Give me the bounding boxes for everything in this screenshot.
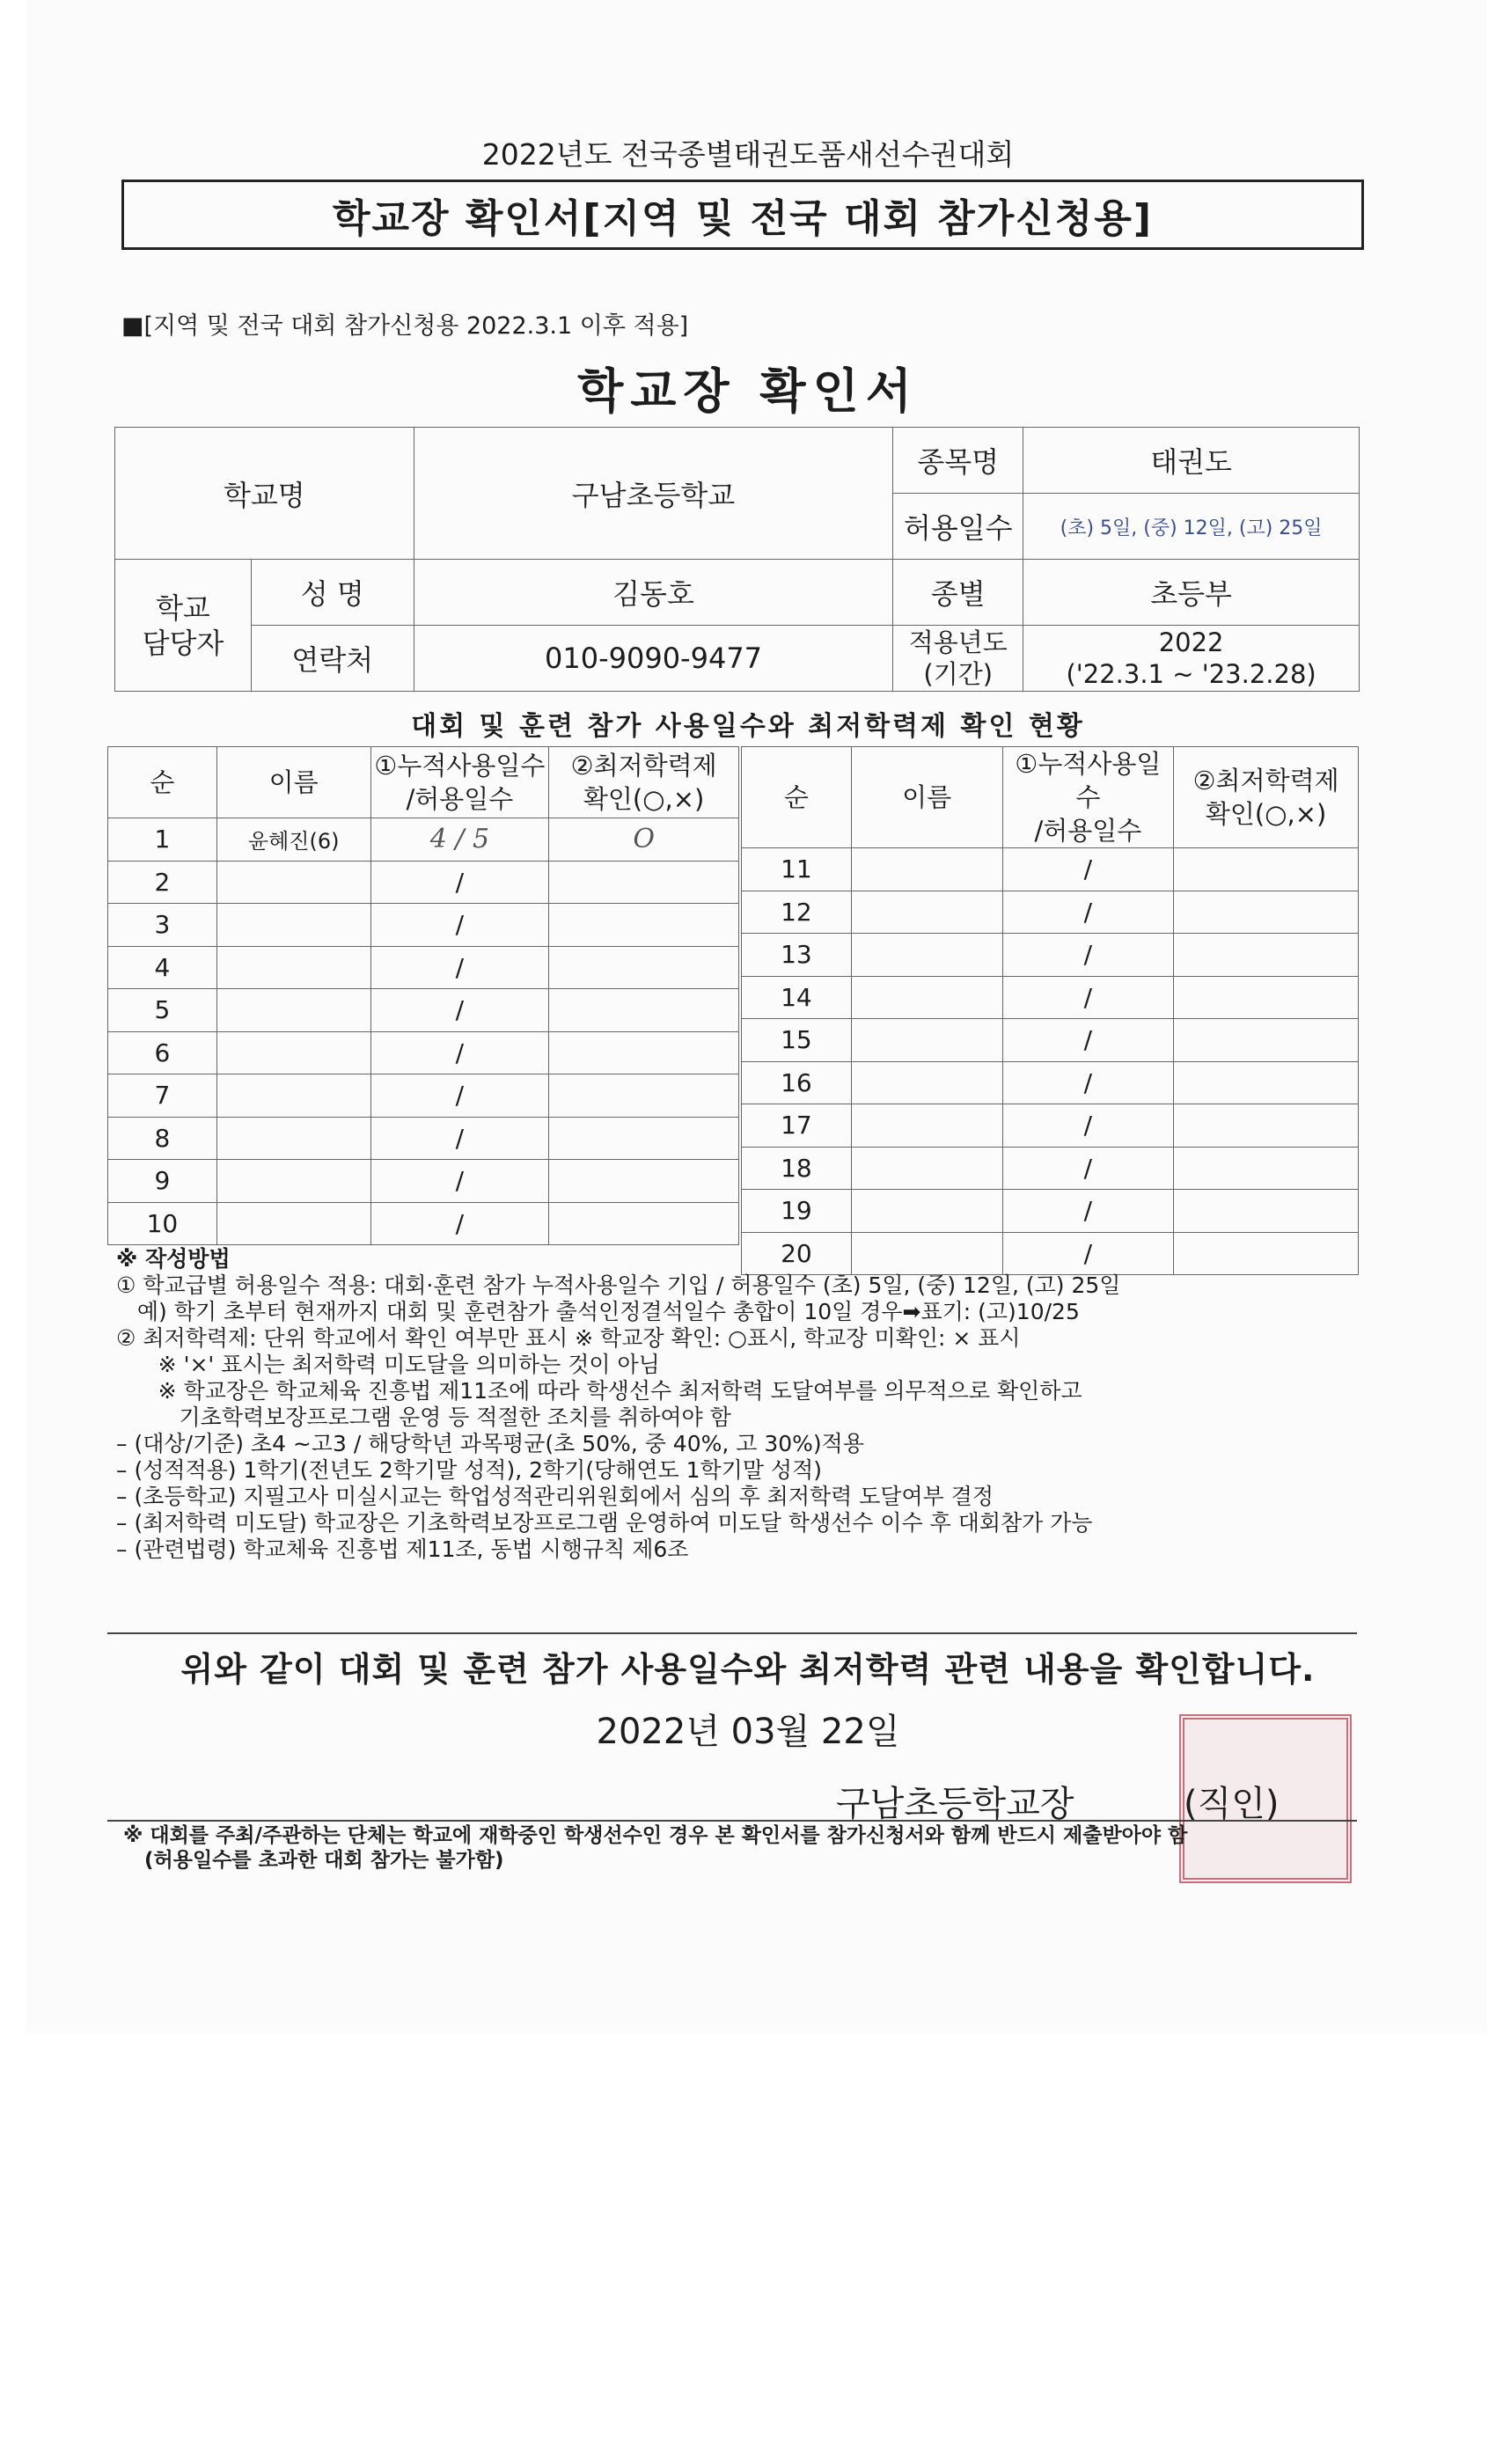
- student-no-cell: 11: [742, 848, 852, 891]
- student-no-cell: 17: [742, 1104, 852, 1148]
- student-no-cell: 18: [742, 1147, 852, 1190]
- student-min-cell: [549, 1202, 739, 1245]
- student-min-cell: [549, 946, 739, 989]
- student-no-cell: 5: [108, 989, 217, 1032]
- student-days-cell: /: [1002, 1232, 1174, 1275]
- student-row: [108, 989, 739, 1032]
- student-no-cell: 12: [742, 891, 852, 934]
- student-row: [108, 861, 739, 904]
- manager-name-value: 김동호: [414, 560, 893, 626]
- student-min-cell: [1174, 1190, 1359, 1233]
- student-min-cell: O: [549, 818, 739, 862]
- header-name: 이름: [216, 747, 370, 818]
- student-row: [108, 1160, 739, 1203]
- student-days-cell: /: [370, 1031, 549, 1074]
- student-min-cell: [1174, 1147, 1359, 1190]
- student-min-cell: [549, 1160, 739, 1203]
- school-name-value: 구남초등학교: [414, 428, 893, 560]
- allowed-days-value: (초) 5일, (중) 12일, (고) 25일: [1023, 494, 1360, 560]
- student-row: [108, 1117, 739, 1160]
- student-no-cell: 19: [742, 1190, 852, 1233]
- manager-name-label: 성 명: [251, 560, 414, 626]
- student-no-cell: 4: [108, 946, 217, 989]
- student-name-cell: [216, 1202, 370, 1245]
- student-row: [742, 848, 1359, 891]
- student-days-cell: /: [370, 1160, 549, 1203]
- student-no-cell: 14: [742, 976, 852, 1019]
- seal-mark: (직인): [1184, 1784, 1280, 1824]
- student-min-cell: [549, 904, 739, 947]
- student-no-cell: 9: [108, 1160, 217, 1203]
- student-no-cell: 2: [108, 861, 217, 904]
- student-min-cell: [1174, 848, 1359, 891]
- student-name-cell: [851, 1019, 1002, 1062]
- instruction-line: – (최저학력 미도달) 학교장은 기초학력보장프로그램 운영하여 미도달 학생선수 이수 후 대회참가 가능: [116, 1510, 1093, 1536]
- instruction-line: 예) 학기 초부터 현재까지 대회 및 훈련참가 출석인정결석일수 총합이 10일 경우➡표기: (고)10/25: [116, 1299, 1080, 1324]
- student-row: [742, 1061, 1359, 1104]
- student-row: [742, 891, 1359, 934]
- student-row: [742, 1104, 1359, 1148]
- student-row: [742, 976, 1359, 1019]
- student-no-cell: 8: [108, 1117, 217, 1160]
- student-name-cell: [216, 1031, 370, 1074]
- student-days-cell: /: [370, 1117, 549, 1160]
- student-row: [108, 818, 739, 862]
- student-name-cell: [216, 946, 370, 989]
- application-note: ■[지역 및 전국 대회 참가신청용 2022.3.1 이후 적용]: [121, 312, 689, 340]
- student-min-cell: [549, 989, 739, 1032]
- student-days-cell: /: [370, 1074, 549, 1118]
- instruction-line: ※ '×' 표시는 최저학력 미도달을 의미하는 것이 아님: [116, 1352, 660, 1377]
- student-name-cell: [851, 1190, 1002, 1233]
- student-no-cell: 20: [742, 1232, 852, 1275]
- header-min: ②최저학력제 확인(○,×): [549, 747, 739, 818]
- student-row: [108, 1074, 739, 1118]
- student-days-cell: /: [1002, 1190, 1174, 1233]
- instruction-line: ※ 작성방법: [116, 1246, 231, 1272]
- student-min-cell: [549, 1117, 739, 1160]
- contact-value: 010-9090-9477: [414, 626, 893, 692]
- student-row: [742, 1190, 1359, 1233]
- student-row: [742, 1147, 1359, 1190]
- student-min-cell: [1174, 1061, 1359, 1104]
- student-days-cell: /: [370, 904, 549, 947]
- student-days-cell: /: [1002, 1019, 1174, 1062]
- student-name-cell: [216, 904, 370, 947]
- student-no-cell: 15: [742, 1019, 852, 1062]
- principal-name: 구남초등학교장: [836, 1784, 1074, 1824]
- school-manager-label: 학교 담당자: [115, 560, 252, 692]
- footer-note: [123, 1823, 1355, 1873]
- header-min: ②최저학력제 확인(○,×): [1174, 747, 1359, 848]
- school-info-table: [114, 427, 1360, 692]
- event-title: 2022년도 전국종별태권도품새선수권대회: [481, 137, 1015, 172]
- student-days-cell: /: [1002, 848, 1174, 891]
- student-no-cell: 13: [742, 934, 852, 977]
- student-name-cell: [216, 989, 370, 1032]
- usage-status-title: 대회 및 훈련 참가 사용일수와 최저학력제 확인 현황: [411, 711, 1085, 742]
- instruction-line: – (초등학교) 지필고사 미실시교는 학업성적관리위원회에서 심의 후 최저학력 도달여부 결정: [116, 1484, 994, 1509]
- header-days: ①누적사용일수 /허용일수: [370, 747, 549, 818]
- student-name-cell: [216, 1074, 370, 1118]
- student-name-cell: [851, 1147, 1002, 1190]
- student-days-cell: /: [1002, 1147, 1174, 1190]
- student-days-cell: /: [1002, 1061, 1174, 1104]
- student-name-cell: [851, 934, 1002, 977]
- student-list-left: [107, 746, 739, 1245]
- divider: [107, 1632, 1357, 1634]
- instruction-line: ※ 학교장은 학교체육 진흥법 제11조에 따라 학생선수 최저학력 도달여부를 의무적으로 확인하고: [116, 1378, 1082, 1404]
- student-no-cell: 7: [108, 1074, 217, 1118]
- student-no-cell: 16: [742, 1061, 852, 1104]
- instruction-line: – (대상/기준) 초4 ~고3 / 해당학년 과목평균(초 50%, 중 40%, 고 30%)적용: [116, 1431, 864, 1456]
- student-days-cell: /: [1002, 976, 1174, 1019]
- student-days-cell: /: [370, 989, 549, 1032]
- student-name-cell: [851, 976, 1002, 1019]
- student-no-cell: 3: [108, 904, 217, 947]
- student-days-cell: 4 / 5: [370, 818, 549, 862]
- student-list-right: [741, 746, 1359, 1275]
- footer-line: (허용일수를 초과한 대회 참가는 불가함): [123, 1849, 504, 1872]
- instruction-line: 기초학력보장프로그램 운영 등 적절한 조치를 취하여야 함: [116, 1404, 731, 1430]
- student-days-cell: /: [370, 946, 549, 989]
- student-min-cell: [1174, 934, 1359, 977]
- instruction-line: ① 학교급별 허용일수 적용: 대회·훈련 참가 누적사용일수 기입 / 허용일수 (초) 5일, (중) 12일, (고) 25일: [116, 1272, 1121, 1298]
- student-name-cell: [851, 891, 1002, 934]
- header-days: ①누적사용일수 /허용일수: [1002, 747, 1174, 848]
- student-days-cell: /: [1002, 1104, 1174, 1148]
- school-name-label: 학교명: [115, 428, 414, 560]
- student-name-cell: [216, 861, 370, 904]
- student-min-cell: [1174, 1019, 1359, 1062]
- contact-label: 연락처: [251, 626, 414, 692]
- period-value: 2022 ('22.3.1 ~ '23.2.28): [1023, 626, 1360, 692]
- student-min-cell: [549, 1074, 739, 1118]
- student-name-cell: 윤혜진(6): [216, 818, 370, 862]
- student-name-cell: [851, 1061, 1002, 1104]
- divider: [107, 1820, 1357, 1822]
- document-title-box: 학교장 확인서[지역 및 전국 대회 참가신청용]: [121, 180, 1364, 250]
- student-row: [108, 904, 739, 947]
- writing-instructions: [116, 1246, 1375, 1563]
- confirmation-statement: 위와 같이 대회 및 훈련 참가 사용일수와 최저학력 관련 내용을 확인합니다.: [180, 1650, 1316, 1689]
- student-no-cell: 6: [108, 1031, 217, 1074]
- student-days-cell: /: [1002, 934, 1174, 977]
- student-no-cell: 10: [108, 1202, 217, 1245]
- student-row: [108, 1031, 739, 1074]
- division-label: 종별: [893, 560, 1023, 626]
- instruction-line: ② 최저학력제: 단위 학교에서 확인 여부만 표시 ※ 학교장 확인: ○표시, 학교장 미확인: × 표시: [116, 1325, 1021, 1351]
- period-label: 적용년도 (기간): [893, 626, 1023, 692]
- page-title: 학교장 확인서: [577, 363, 919, 419]
- student-min-cell: [1174, 891, 1359, 934]
- header-no: 순: [742, 747, 852, 848]
- student-days-cell: /: [370, 861, 549, 904]
- student-row: [742, 934, 1359, 977]
- student-min-cell: [549, 1031, 739, 1074]
- student-name-cell: [216, 1160, 370, 1203]
- student-row: [108, 1202, 739, 1245]
- student-min-cell: [1174, 1104, 1359, 1148]
- allowed-days-label: 허용일수: [893, 494, 1023, 560]
- footer-line: ※ 대회를 주최/주관하는 단체는 학교에 재학중인 학생선수인 경우 본 확인서를 참가신청서와 함께 반드시 제출받아야 함: [123, 1824, 1188, 1847]
- division-value: 초등부: [1023, 560, 1360, 626]
- sport-value: 태권도: [1023, 428, 1360, 494]
- student-days-cell: /: [1002, 891, 1174, 934]
- instruction-line: – (성적적용) 1학기(전년도 2학기말 성적), 2학기(당해연도 1학기말 성적): [116, 1457, 822, 1483]
- student-name-cell: [851, 1104, 1002, 1148]
- student-min-cell: [549, 861, 739, 904]
- student-no-cell: 1: [108, 818, 217, 862]
- student-name-cell: [216, 1117, 370, 1160]
- sport-label: 종목명: [893, 428, 1023, 494]
- student-row: [742, 1019, 1359, 1062]
- student-min-cell: [1174, 976, 1359, 1019]
- student-days-cell: /: [370, 1202, 549, 1245]
- issue-date: 2022년 03월 22일: [596, 1712, 900, 1752]
- header-name: 이름: [851, 747, 1002, 848]
- student-name-cell: [851, 848, 1002, 891]
- header-no: 순: [108, 747, 217, 818]
- student-row: [108, 946, 739, 989]
- instruction-line: – (관련법령) 학교체육 진흥법 제11조, 동법 시행규칙 제6조: [116, 1536, 689, 1562]
